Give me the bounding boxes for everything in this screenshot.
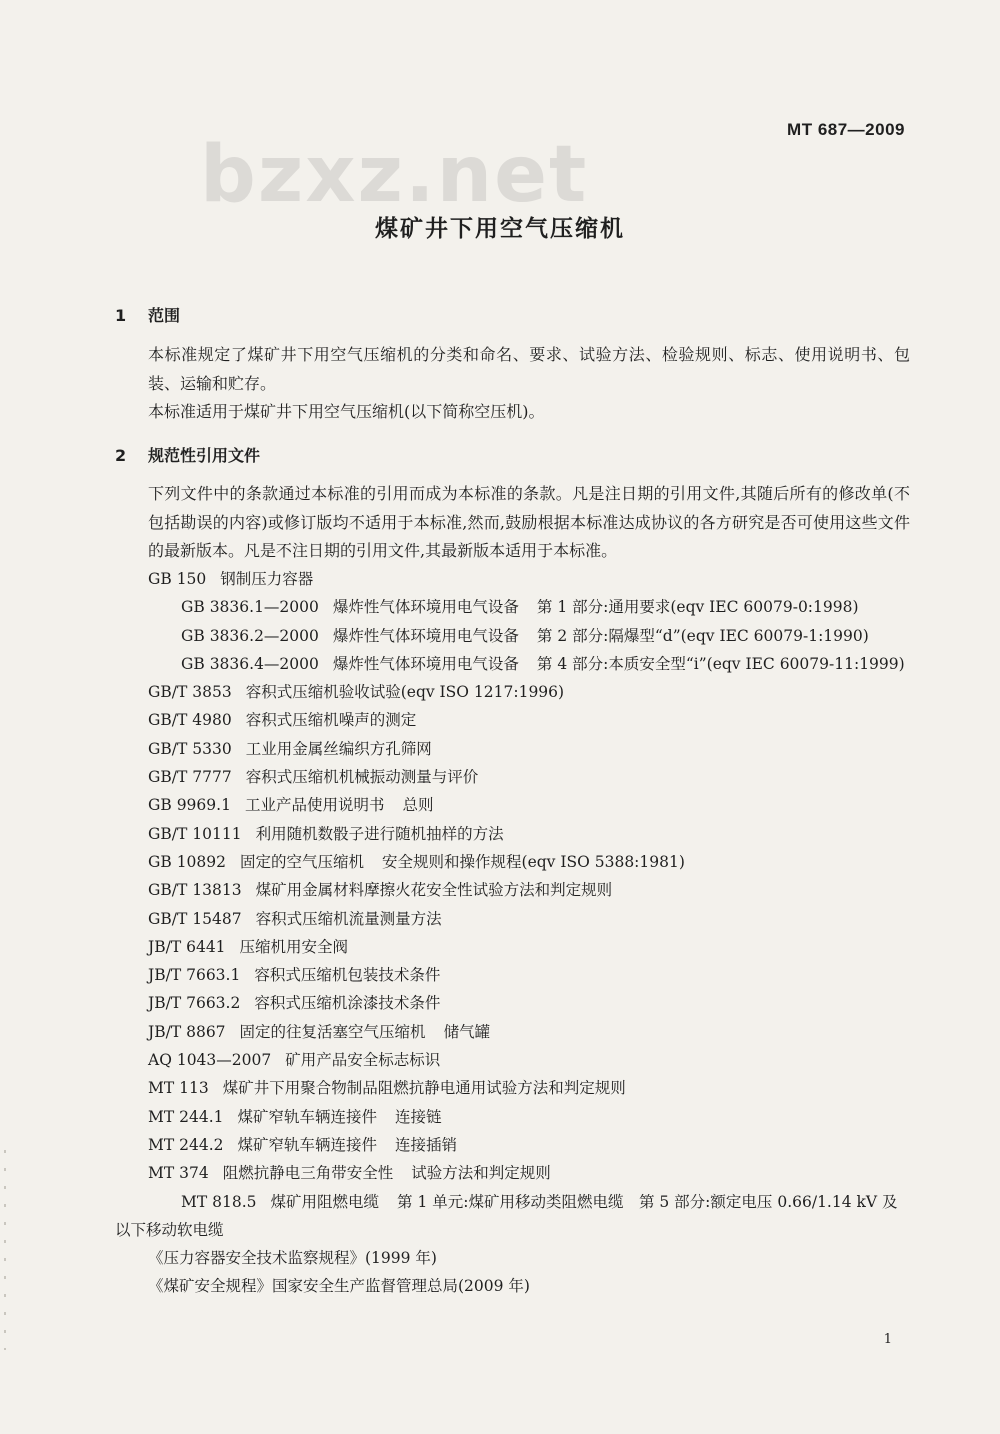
reference-title: 容积式压缩机流量测量方法	[255, 909, 442, 928]
reference-title: 煤矿用阻燃电缆	[270, 1192, 380, 1211]
reference-title: 爆炸性气体环境用电气设备	[332, 626, 519, 645]
reference-title: 容积式压缩机机械振动测量与评价	[245, 768, 479, 787]
reference-item	[115, 905, 910, 933]
section-2-title: 规范性引用文件	[148, 446, 261, 465]
reference-part: 第 4 部分:本质安全型“i”(eqv IEC 60079-11:1999)	[536, 654, 905, 673]
reference-title: 爆炸性气体环境用电气设备	[332, 654, 519, 673]
section-2-intro: 下列文件中的条款通过本标准的引用而成为本标准的条款。凡是注日期的引用文件,其随后所有的修改单(不包括勘误的内容)或修订版均不适用于本标准,然而,鼓励根据本标准达成协议的各方研究是否可使用这些文件的最新版本。凡是不注日期的引用文件,其最新版本适用于本标准。	[148, 484, 910, 560]
reference-item	[115, 1272, 910, 1300]
reference-code: MT 818.5	[181, 1192, 257, 1211]
section-1-title: 范围	[148, 306, 181, 325]
reference-code: GB 10892	[148, 852, 227, 871]
reference-code: GB/T 7777	[148, 768, 232, 787]
reference-title: 煤矿用金属材料摩擦火花安全性试验方法和判定规则	[255, 881, 613, 900]
watermark: bzxz.net	[200, 130, 589, 220]
reference-item	[115, 876, 910, 904]
reference-item	[115, 1131, 910, 1159]
reference-code: MT 113	[148, 1079, 209, 1098]
reference-title: 压缩机用安全阀	[239, 937, 349, 956]
reference-title: 爆炸性气体环境用电气设备	[332, 598, 519, 617]
reference-title: 矿用产品安全标志标识	[285, 1051, 441, 1070]
reference-item	[115, 650, 910, 678]
reference-part: 试验方法和判定规则	[411, 1164, 551, 1183]
reference-part: 连接链	[395, 1107, 442, 1126]
reference-item	[115, 1074, 910, 1102]
reference-item	[115, 678, 910, 706]
reference-code: MT 244.1	[148, 1107, 224, 1126]
reference-item	[115, 706, 910, 734]
section-1-paragraph-1: 本标准规定了煤矿井下用空气压缩机的分类和命名、要求、试验方法、检验规则、标志、使用说明书、包装、运输和贮存。	[148, 345, 910, 393]
section-1-number: 1	[115, 306, 127, 325]
reference-part: 连接插销	[395, 1135, 458, 1154]
reference-title: 煤矿井下用聚合物制品阻燃抗静电通用试验方法和判定规则	[222, 1079, 626, 1098]
reference-item	[115, 989, 910, 1017]
reference-item	[115, 735, 910, 763]
reference-part: 第 2 部分:隔爆型“d”(eqv IEC 60079-1:1990)	[536, 626, 869, 645]
reference-title: 固定的空气压缩机	[240, 852, 365, 871]
reference-code: GB 3836.1—2000	[181, 598, 319, 617]
reference-code: MT 244.2	[148, 1135, 224, 1154]
reference-item	[115, 1046, 910, 1074]
reference-title: 阻燃抗静电三角带安全性	[222, 1164, 394, 1183]
reference-item	[115, 565, 910, 593]
reference-code: JB/T 6441	[148, 937, 226, 956]
reference-part: 安全规则和操作规程(eqv ISO 5388:1981)	[382, 852, 685, 871]
section-1-heading	[115, 303, 180, 326]
page-number: 1	[883, 1332, 892, 1347]
reference-item	[115, 1103, 910, 1131]
reference-code: GB/T 10111	[148, 824, 242, 843]
reference-title: 《煤矿安全规程》国家安全生产监督管理总局(2009 年)	[148, 1277, 530, 1296]
reference-code: JB/T 8867	[148, 1022, 226, 1041]
reference-part: 第 1 单元:煤矿用移动类阻燃电缆 第 5 部分:额定电压 0.66/1.14 kV 及以下移动软电缆	[115, 1192, 898, 1239]
reference-title: 煤矿窄轨车辆连接件	[237, 1135, 378, 1154]
reference-title: 钢制压力容器	[220, 570, 314, 588]
reference-code: GB/T 4980	[148, 711, 232, 730]
reference-item	[115, 1159, 910, 1187]
reference-title: 容积式压缩机涂漆技术条件	[254, 994, 441, 1013]
reference-item	[115, 593, 910, 621]
reference-code: AQ 1043—2007	[148, 1051, 272, 1070]
standard-code: MT 687—2009	[787, 120, 905, 139]
reference-title: 煤矿窄轨车辆连接件	[237, 1107, 378, 1126]
reference-title: 容积式压缩机包装技术条件	[254, 966, 441, 985]
reference-item	[115, 763, 910, 791]
reference-code: GB 3836.2—2000	[181, 626, 319, 645]
reference-list	[115, 565, 910, 1301]
reference-code: GB 150	[148, 570, 207, 588]
reference-title: 工业用金属丝编织方孔筛网	[245, 739, 432, 758]
reference-title: 固定的往复活塞空气压缩机	[239, 1022, 426, 1041]
reference-title: 利用随机数骰子进行随机抽样的方法	[255, 824, 504, 843]
reference-code: GB 3836.4—2000	[181, 654, 319, 673]
reference-part: 总则	[402, 796, 434, 815]
reference-item	[115, 791, 910, 819]
reference-code: GB/T 15487	[148, 909, 242, 928]
reference-code: JB/T 7663.1	[148, 966, 241, 985]
reference-part: 储气罐	[443, 1022, 491, 1041]
reference-code: GB/T 5330	[148, 739, 232, 758]
reference-title: 工业产品使用说明书	[244, 796, 385, 815]
reference-part: 第 1 部分:通用要求(eqv IEC 60079-0:1998)	[536, 598, 859, 617]
reference-code: MT 374	[148, 1164, 209, 1183]
reference-item	[115, 848, 910, 876]
reference-title: 容积式压缩机噪声的测定	[245, 711, 417, 730]
reference-title: 《压力容器安全技术监察规程》(1999 年)	[148, 1249, 437, 1268]
reference-code: GB/T 3853	[148, 683, 232, 702]
reference-item	[115, 820, 910, 848]
section-2-number: 2	[115, 446, 127, 465]
reference-item	[115, 622, 910, 650]
reference-code: GB/T 13813	[148, 881, 242, 900]
reference-item	[115, 1018, 910, 1046]
reference-item	[115, 1188, 910, 1245]
scan-edge-marks	[4, 1150, 6, 1350]
section-2-heading	[115, 443, 260, 466]
reference-code: JB/T 7663.2	[148, 994, 241, 1013]
reference-title: 容积式压缩机验收试验(eqv ISO 1217:1996)	[245, 683, 565, 702]
reference-code: GB 9969.1	[148, 796, 231, 815]
section-1-paragraph-2: 本标准适用于煤矿井下用空气压缩机(以下简称空压机)。	[148, 402, 545, 421]
reference-item	[115, 961, 910, 989]
document-title: 煤矿井下用空气压缩机	[375, 216, 625, 242]
reference-item	[115, 933, 910, 961]
reference-item	[115, 1244, 910, 1272]
